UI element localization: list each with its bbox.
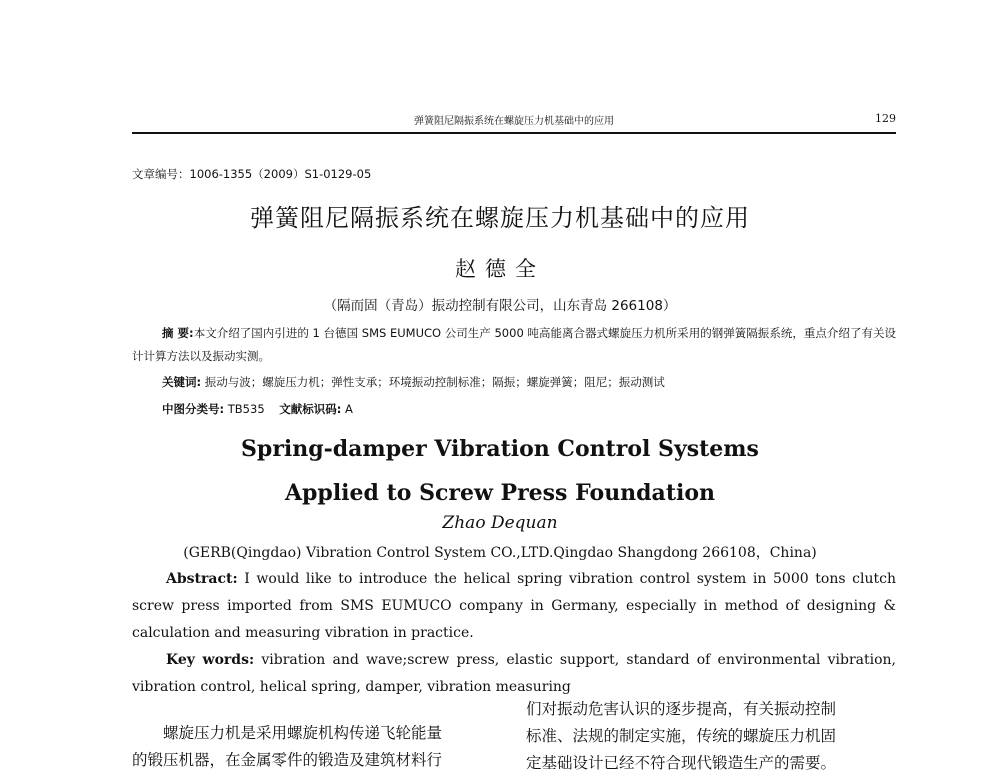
body-right-line-3: 定基础设计已经不符合现代锻造生产的需要。: [526, 754, 837, 772]
chinese-keywords-text: 振动与波；螺旋压力机；弹性支承；环境振动控制标准；隔振；螺旋弹簧；阻尼；振动测试: [204, 375, 665, 389]
chinese-abstract: [132, 322, 896, 368]
chinese-abstract-text: 本文介绍了国内引进的 1 台德国 SMS EUMUCO 公司生产 5000 吨高能离合器式螺旋压力机所采用的钢弹簧隔振系统，重点介绍了有关设计计算方法以及振动实测。: [132, 326, 897, 363]
english-affiliation: (GERB(Qingdao) Vibration Control System CO.,LTD.Qingdao Shangdong 266108，China): [183, 545, 817, 561]
running-title: 弹簧阻尼隔振系统在螺旋压力机基础中的应用: [414, 116, 614, 127]
body-left-line-1: 螺旋压力机是采用螺旋机构传递飞轮能量: [163, 724, 443, 742]
page-number: 129: [875, 112, 896, 125]
english-title-line-1: Spring-damper Vibration Control Systems: [241, 436, 759, 462]
chinese-author: 赵德全: [455, 257, 545, 281]
english-keywords: [132, 647, 896, 701]
english-keywords-label: Key words:: [166, 652, 255, 668]
body-column-left: [132, 720, 498, 774]
english-title-line-2: Applied to Screw Press Foundation: [284, 480, 716, 506]
clc-value: TB535: [227, 402, 265, 416]
body-right-line-1: 们对振动危害认识的逐步提高，有关振动控制: [526, 700, 837, 718]
doc-code-value: A: [345, 402, 353, 416]
chinese-keywords: [162, 374, 665, 390]
english-abstract-label: Abstract:: [166, 571, 238, 587]
english-author: Zhao Dequan: [442, 513, 558, 533]
body-column-right: [526, 696, 896, 777]
english-abstract: [132, 566, 896, 647]
english-abstract-text: I would like to introduce the helical spring vibration control system in 5000 tons clutch screw press imported from SMS EUMUCO company in Germany, especially in method of designing & calculation and measuring vibration in practice.: [132, 571, 896, 641]
chinese-keywords-label: 关键词:: [162, 375, 202, 389]
chinese-classification: [162, 401, 353, 417]
chinese-abstract-label: 摘 要:: [162, 326, 194, 340]
body-left-line-2: 的锻压机器，在金属零件的锻造及建筑材料行: [132, 751, 443, 769]
chinese-title: 弹簧阻尼隔振系统在螺旋压力机基础中的应用: [250, 204, 750, 232]
running-head: [132, 112, 896, 134]
article-number: 文章编号：1006-1355（2009）S1-0129-05: [132, 167, 372, 181]
chinese-affiliation: （隔而固（青岛）振动控制有限公司，山东青岛 266108）: [323, 298, 677, 314]
english-keywords-text: vibration and wave;screw press, elastic support, standard of environmental vibration, vibration control, helical spring, damper, vibration measuring: [132, 652, 896, 695]
doc-code-label: 文献标识码:: [279, 402, 342, 416]
clc-label: 中图分类号:: [162, 402, 225, 416]
body-right-line-2: 标准、法规的制定实施，传统的螺旋压力机固: [526, 727, 837, 745]
